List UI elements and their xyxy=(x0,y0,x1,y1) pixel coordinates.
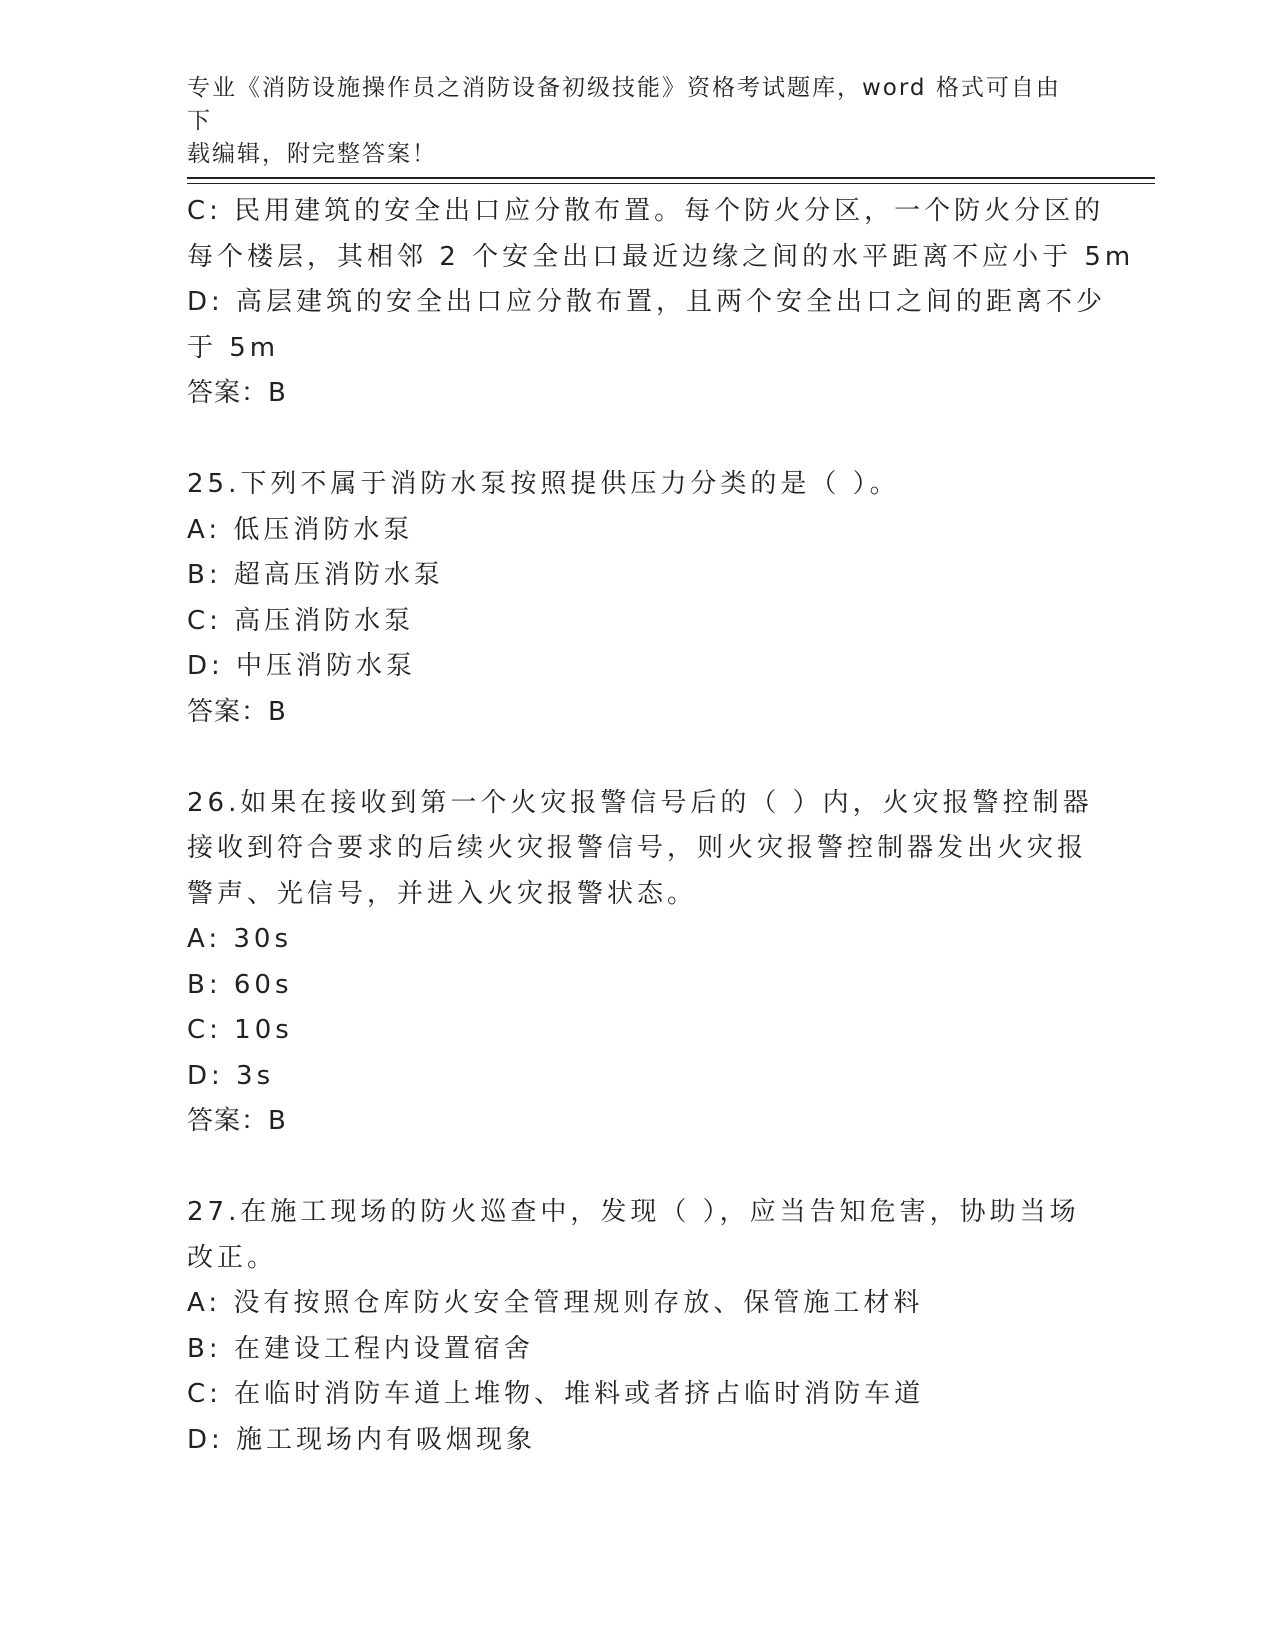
document-header xyxy=(187,72,1067,171)
header-divider-thick xyxy=(187,177,1155,179)
spacer xyxy=(187,1145,1077,1191)
question-25 xyxy=(187,462,1077,735)
question-27 xyxy=(187,1190,1080,1463)
option-b: B: 在建设工程内设置宿舍 xyxy=(187,1333,534,1364)
question-stem: 改正。 xyxy=(187,1242,278,1273)
option-a: A: 没有按照仓库防火安全管理规则存放、保管施工材料 xyxy=(187,1288,924,1318)
option-c: C: 在临时消防车道上堆物、堆料或者挤占临时消防车道 xyxy=(187,1379,925,1409)
question-stem: 25.下列不属于消防水泵按照提供压力分类的是（ ）。 xyxy=(187,469,900,499)
option-a: A: 低压消防水泵 xyxy=(187,514,414,545)
option-d: D: 3s xyxy=(187,1060,275,1091)
question-content xyxy=(187,189,1135,1463)
option-c-line-2: 每个楼层，其相邻 2 个安全出口最近边缘之间的水平距离不应小于 5m xyxy=(187,241,1135,272)
option-c: C: 10s xyxy=(187,1015,293,1045)
answer-line: 答案：B xyxy=(187,378,287,408)
question-26 xyxy=(187,781,1093,1145)
option-c-line-1: C: 民用建筑的安全出口应分散布置。每个防火分区，一个防火分区的 xyxy=(187,196,1105,226)
question-stem: 27.在施工现场的防火巡查中，发现（ ），应当告知危害，协助当场 xyxy=(187,1197,1080,1227)
option-b: B: 60s xyxy=(187,969,293,1000)
header-divider-thin xyxy=(187,183,1155,184)
option-d-line-2: 于 5m xyxy=(187,332,280,363)
question-stem: 警声、光信号，并进入火灾报警状态。 xyxy=(187,878,698,909)
option-d: D: 施工现场内有吸烟现象 xyxy=(187,1424,537,1455)
option-a: A: 30s xyxy=(187,924,292,954)
spacer xyxy=(187,735,1077,781)
option-d-line-1: D: 高层建筑的安全出口应分散布置，且两个安全出口之间的距离不少 xyxy=(187,287,1107,317)
option-d: D: 中压消防水泵 xyxy=(187,651,417,681)
spacer xyxy=(187,417,1077,463)
header-line-2: 载编辑，附完整答案！ xyxy=(187,141,437,167)
answer-line: 答案：B xyxy=(187,1106,287,1136)
question-stem: 26.如果在接收到第一个火灾报警信号后的（ ）内，火灾报警控制器 xyxy=(187,787,1093,818)
question-stem: 接收到符合要求的后续火灾报警信号，则火灾报警控制器发出火灾报 xyxy=(187,833,1088,863)
option-c: C: 高压消防水泵 xyxy=(187,605,415,636)
header-line-1: 专业《消防设施操作员之消防设备初级技能》资格考试题库，word 格式可自由下 xyxy=(187,75,1061,134)
option-b: B: 超高压消防水泵 xyxy=(187,560,444,590)
answer-line: 答案：B xyxy=(187,696,287,727)
